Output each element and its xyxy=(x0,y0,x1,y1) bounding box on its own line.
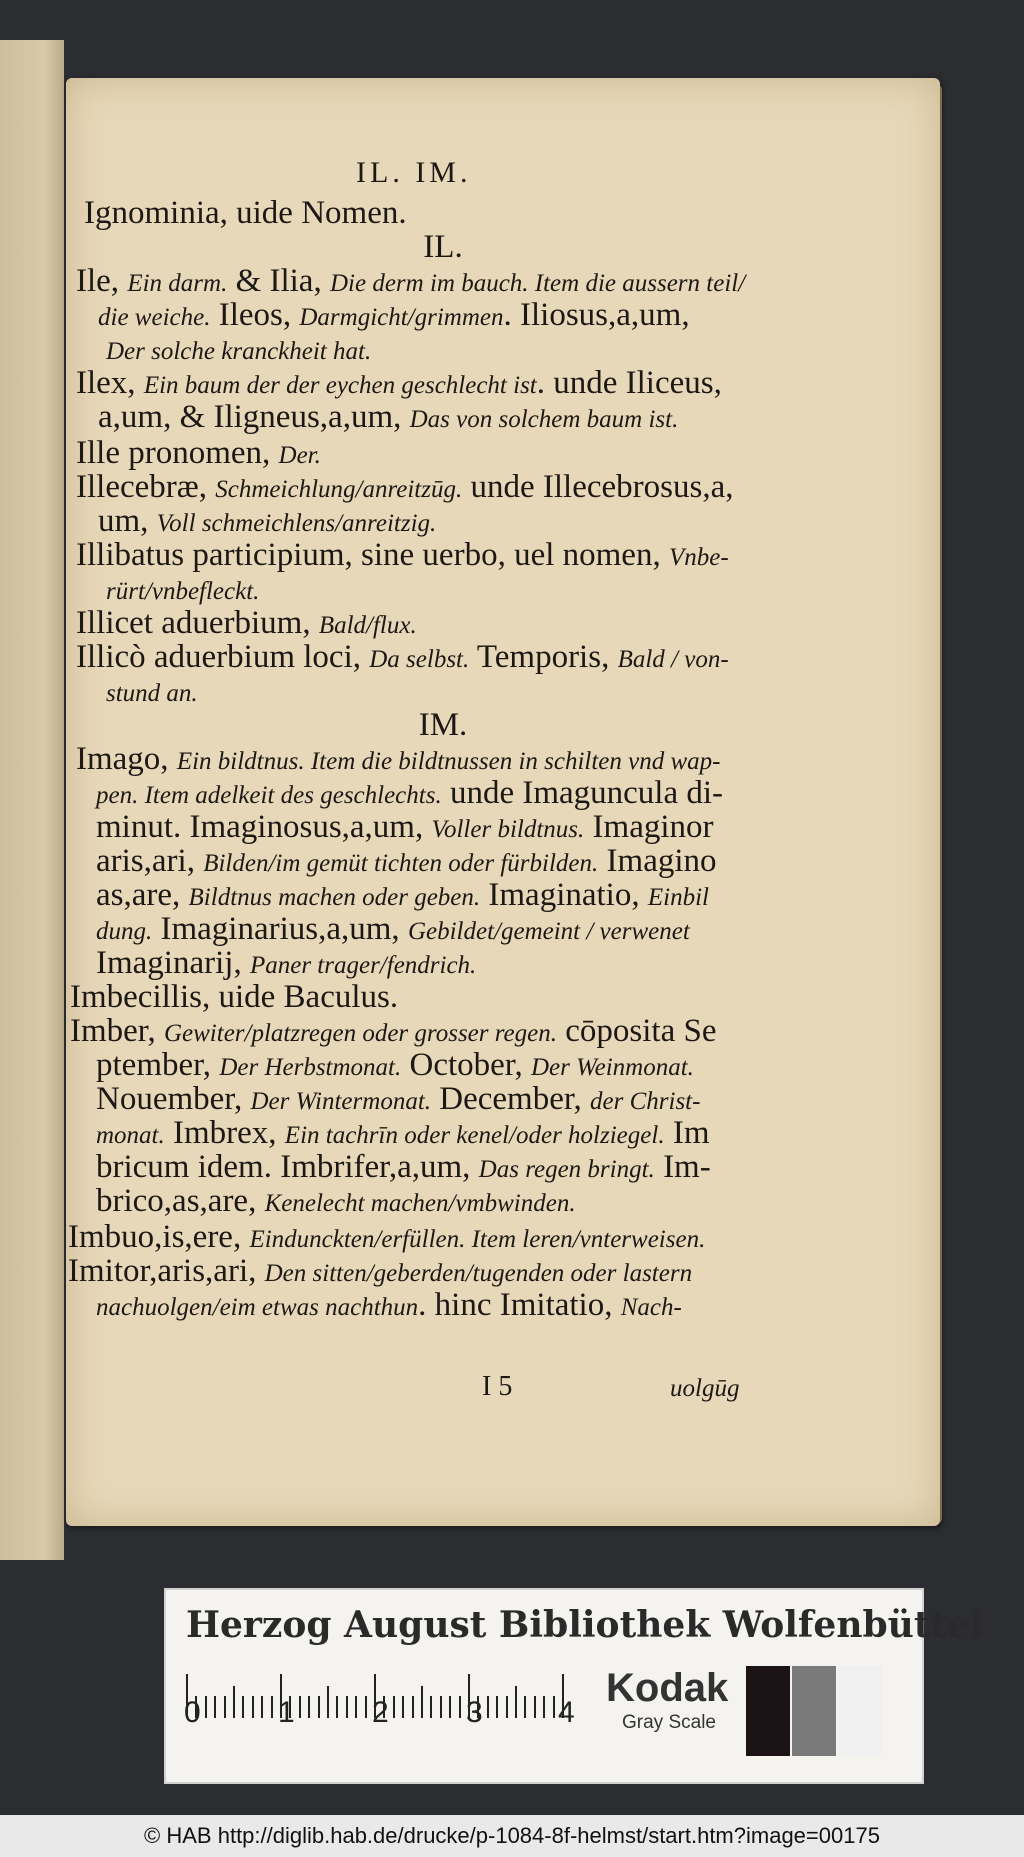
german-gloss: rürt/vnbefleckt. xyxy=(106,578,260,605)
swatch-white xyxy=(838,1666,882,1756)
swatch-black xyxy=(746,1666,790,1756)
german-gloss: Voller bildtnus. xyxy=(431,816,585,843)
latin-term: Illicò aduerbium loci, xyxy=(76,639,370,675)
ruler-number-0: 0 xyxy=(184,1696,201,1729)
german-gloss: Ein baum der der eychen geschlecht ist xyxy=(143,372,537,399)
latin-term: Imaginor xyxy=(584,809,714,845)
ruler-tick xyxy=(524,1696,526,1718)
ruler-tick xyxy=(496,1696,498,1718)
latin-term: Ille pronomen, xyxy=(76,435,279,471)
german-gloss: Den sitten/geberden/tugenden oder lastern xyxy=(264,1260,693,1287)
text-line xyxy=(84,194,407,232)
text-line xyxy=(66,228,940,266)
ruler-tick xyxy=(252,1696,254,1718)
ruler-tick xyxy=(299,1696,301,1718)
latin-term: Temporis, xyxy=(469,639,618,675)
german-gloss: Der. xyxy=(278,442,321,469)
german-gloss: Voll schmeichlens/anreitzig. xyxy=(156,510,437,537)
german-gloss: der Christ- xyxy=(590,1088,701,1115)
latin-term: bricum idem. Imbrifer,a,um, xyxy=(96,1149,479,1185)
target-title: Herzog August Bibliothek Wolfenbüttel xyxy=(186,1604,984,1646)
ruler-tick xyxy=(224,1696,226,1718)
ruler-tick xyxy=(421,1686,423,1718)
german-gloss: Gewiter/platzregen oder grosser regen. xyxy=(163,1020,557,1047)
text-line xyxy=(98,398,678,439)
latin-term: unde Illecebrosus,a, xyxy=(462,469,734,505)
german-gloss: monat. xyxy=(96,1122,165,1149)
ruler-tick xyxy=(515,1686,517,1718)
latin-term: October, xyxy=(401,1047,531,1083)
german-gloss: Gebildet/gemeint / verwenet xyxy=(407,918,690,945)
latin-term: December, xyxy=(431,1081,591,1117)
german-gloss: nachuolgen/eim etwas nachthun xyxy=(96,1294,419,1321)
latin-term: as,are, xyxy=(96,877,189,913)
latin-term: . hinc Imitatio, xyxy=(418,1287,621,1323)
ruler-tick xyxy=(506,1696,508,1718)
ruler-number-2: 2 xyxy=(372,1696,389,1729)
latin-term: Im- xyxy=(654,1149,711,1185)
german-gloss: die weiche. xyxy=(98,304,211,331)
text-line xyxy=(96,1286,682,1327)
signature-mark: I 5 xyxy=(482,1371,513,1402)
latin-term: Imber, xyxy=(70,1013,164,1049)
german-gloss: Vnbe- xyxy=(668,544,729,571)
latin-term: Imagino xyxy=(598,843,717,879)
ruler-tick xyxy=(242,1696,244,1718)
german-gloss: Bilden/im gemüt tichten oder fürbilden. xyxy=(203,850,599,877)
latin-term: Ileos, xyxy=(210,297,300,333)
latin-term: Ile, xyxy=(76,263,128,299)
latin-term: um, xyxy=(98,503,157,539)
latin-term: aris,ari, xyxy=(96,843,204,879)
latin-term: Ignominia, uide Nomen. xyxy=(84,195,407,231)
german-gloss: Das von solchem baum ist. xyxy=(409,406,679,433)
latin-term: a,um, & Iligneus,a,um, xyxy=(98,399,410,435)
german-gloss: Eindunckten/erfüllen. Item leren/vnterweisen. xyxy=(249,1226,706,1253)
color-target-card xyxy=(164,1588,984,1784)
ruler-number-1: 1 xyxy=(278,1696,295,1729)
ruler-tick xyxy=(440,1696,442,1718)
latin-term: unde Imaguncula di- xyxy=(441,775,724,811)
german-gloss: dung. xyxy=(96,918,153,945)
latin-term: IM. xyxy=(418,707,468,743)
ruler-tick xyxy=(553,1696,555,1718)
german-gloss: Kenelecht machen/vmbwinden. xyxy=(264,1190,576,1217)
latin-term: minut. Imaginosus,a,um, xyxy=(96,809,432,845)
latin-term: Illecebræ, xyxy=(76,469,216,505)
ruler-number-3: 3 xyxy=(466,1696,483,1729)
german-gloss: Das regen bringt. xyxy=(478,1156,655,1183)
ruler-tick xyxy=(214,1696,216,1718)
german-gloss: Da selbst. xyxy=(369,646,470,673)
ruler-tick xyxy=(271,1696,273,1718)
latin-term: Im xyxy=(664,1115,710,1151)
german-gloss: Der Weinmonat. xyxy=(530,1054,694,1081)
catchword: uolgūg xyxy=(670,1375,740,1402)
latin-term: brico,as,are, xyxy=(96,1183,265,1219)
latin-term: Illicet aduerbium, xyxy=(76,605,319,641)
ruler-tick xyxy=(205,1696,207,1718)
ruler-tick xyxy=(430,1696,432,1718)
book-page xyxy=(66,78,940,1526)
ruler-tick xyxy=(449,1696,451,1718)
ruler-tick xyxy=(534,1696,536,1718)
ruler-tick xyxy=(402,1696,404,1718)
page-text xyxy=(66,78,940,1526)
text-line xyxy=(66,706,940,744)
latin-term: & Ilia, xyxy=(227,263,330,299)
german-gloss: Der Wintermonat. xyxy=(250,1088,432,1115)
latin-term: . unde Iliceus, xyxy=(536,365,722,401)
german-gloss: Einbil xyxy=(647,884,709,911)
latin-term: Imaginarius,a,um, xyxy=(152,911,408,947)
ruler-tick xyxy=(412,1696,414,1718)
german-gloss: Darmgicht/grimmen xyxy=(299,304,504,331)
german-gloss: Ein tachrīn oder kenel/oder holziegel. xyxy=(284,1122,665,1149)
latin-term: Imbecillis, uide Baculus. xyxy=(70,979,399,1015)
footer-credit: © HAB http://diglib.hab.de/drucke/p-1084-8f-helmst/start.htm?image=00175 xyxy=(144,1823,880,1848)
german-gloss: Schmeichlung/anreitzūg. xyxy=(215,476,463,503)
ruler-tick xyxy=(365,1696,367,1718)
german-gloss: Die derm im bauch. Item die aussern teil/ xyxy=(329,270,746,297)
german-gloss: Ein darm. xyxy=(127,270,228,297)
latin-term: Imbuo,is,ere, xyxy=(68,1219,250,1255)
ruler-tick xyxy=(318,1696,320,1718)
ruler-tick xyxy=(393,1696,395,1718)
latin-term: Imbrex, xyxy=(164,1115,285,1151)
german-gloss: Paner trager/fendrich. xyxy=(249,952,477,979)
latin-term: Nouember, xyxy=(96,1081,251,1117)
german-gloss: stund an. xyxy=(106,680,198,707)
latin-term: Illibatus participium, sine uerbo, uel nomen, xyxy=(76,537,669,573)
gray-scale-label: Gray Scale xyxy=(622,1712,716,1733)
latin-term: IL. xyxy=(423,229,463,265)
ruler-number-4: 4 xyxy=(558,1696,575,1729)
text-line xyxy=(96,1182,576,1223)
german-gloss: Bald/flux. xyxy=(318,612,417,639)
previous-page-edge xyxy=(0,40,64,1560)
german-gloss: Bildtnus machen oder geben. xyxy=(188,884,481,911)
ruler-tick xyxy=(261,1696,263,1718)
ruler-tick xyxy=(543,1696,545,1718)
german-gloss: Bald / von- xyxy=(617,646,729,673)
text-line xyxy=(70,978,398,1016)
latin-term: cōposita Se xyxy=(557,1013,717,1049)
latin-term: Imitor,aris,ari, xyxy=(68,1253,265,1289)
ruler-tick xyxy=(327,1686,329,1718)
german-gloss: Nach- xyxy=(620,1294,682,1321)
ruler-tick xyxy=(459,1696,461,1718)
running-header: IL. IM. xyxy=(356,156,472,189)
latin-term: Imaginatio, xyxy=(480,877,648,913)
latin-term: . Iliosus,a,um, xyxy=(503,297,690,333)
german-gloss: pen. Item adelkeit des geschlechts. xyxy=(96,782,442,809)
latin-term: Ilex, xyxy=(76,365,144,401)
latin-term: Imago, xyxy=(76,741,177,777)
german-gloss: Der solche kranckheit hat. xyxy=(106,338,372,365)
kodak-logo: Kodak xyxy=(606,1666,729,1710)
ruler-tick xyxy=(355,1696,357,1718)
german-gloss: Ein bildtnus. Item die bildtnussen in schilten vnd wap- xyxy=(176,748,721,775)
german-gloss: Der Herbstmonat. xyxy=(219,1054,402,1081)
ruler-tick xyxy=(308,1696,310,1718)
footer-bar xyxy=(0,1815,1024,1857)
ruler-tick xyxy=(487,1696,489,1718)
ruler-tick xyxy=(346,1696,348,1718)
swatch-gray xyxy=(792,1666,836,1756)
ruler-tick xyxy=(336,1696,338,1718)
latin-term: ptember, xyxy=(96,1047,220,1083)
ruler-tick xyxy=(233,1686,235,1718)
latin-term: Imaginarij, xyxy=(96,945,250,981)
